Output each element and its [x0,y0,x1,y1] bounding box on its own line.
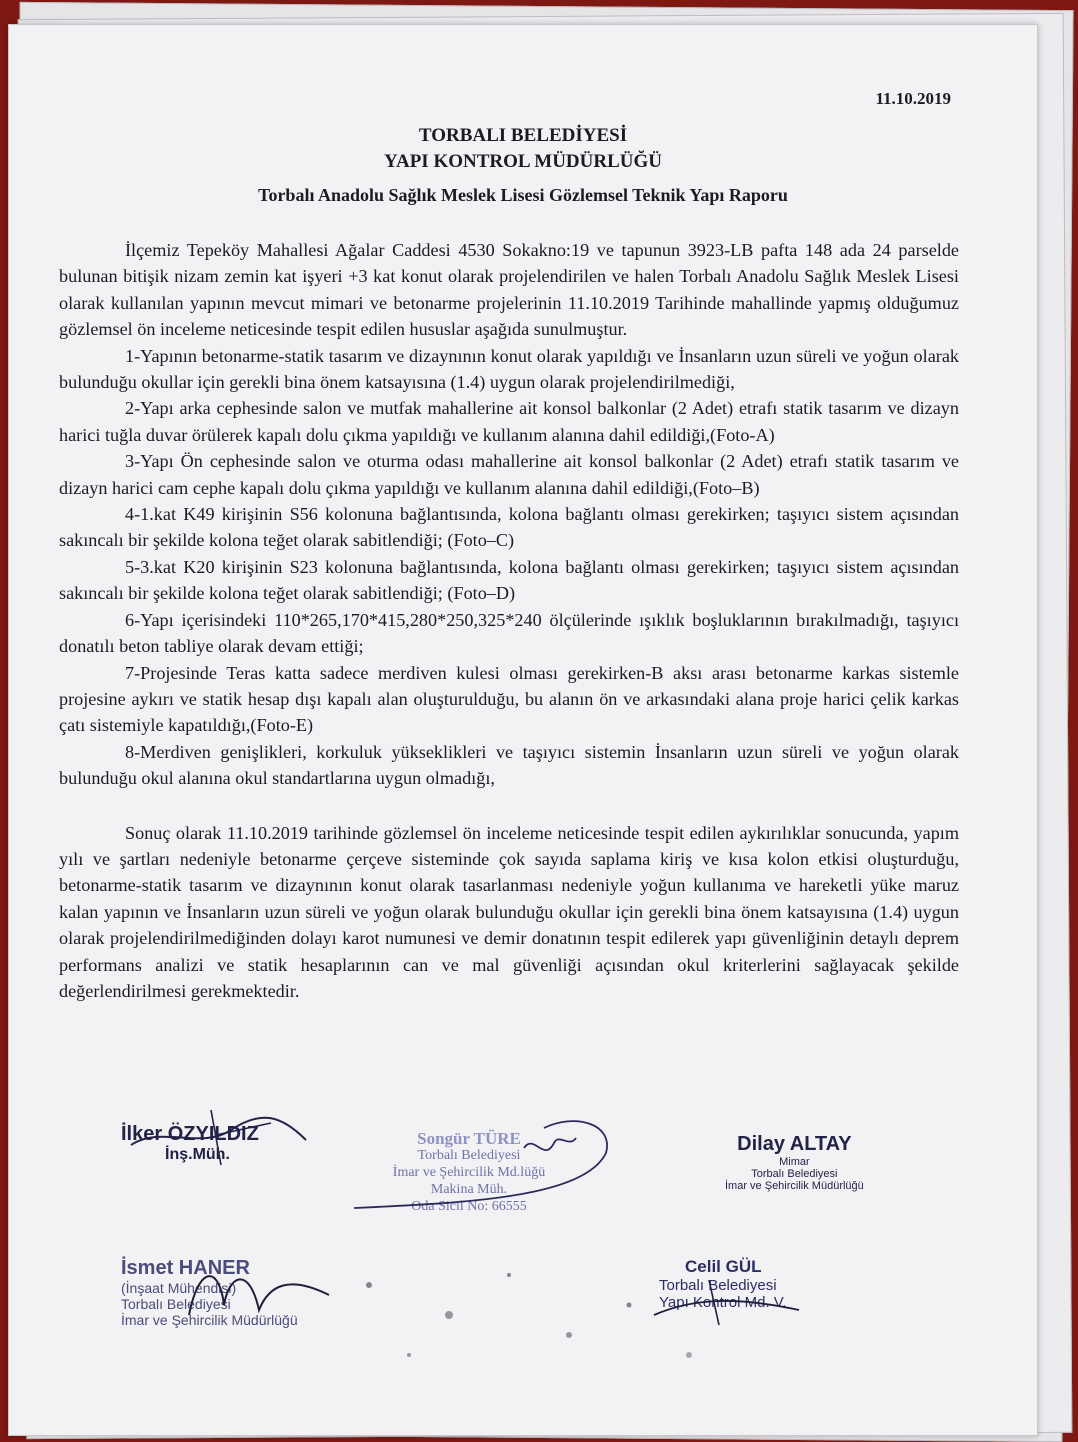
finding-item: 4-1.kat K49 kirişinin S56 kolonuna bağlantısında, kolona bağlantı olması gerekirken; taşıyıcı sistem açısından sakıncalı bir şekilde kolona teğet olarak sabitlendiği; (Foto–C) [59,504,959,551]
finding-item: 5-3.kat K20 kirişinin S23 kolonuna bağlantısında, kolona bağlantı olması gerekirken; taşıyıcı sistem açısından sakıncalı bir şekilde kolona teğet olarak sabitlendiği; (Foto–D) [59,556,959,604]
finding-item: 3-Yapı Ön cephesinde salon ve oturma odası mahallerine ait konsol balkonlar (2 Adet) etrafı statik tasarım ve dizayn harici cam cephe kapalı dolu çıkma yapıldığı ve kullanım alanına dahil edildiği,(Foto–B) [59,451,959,498]
finding-item: 7-Projesinde Teras katta sadece merdiven kulesi olması gerekirken-B aksı arası betonarme karkas sistemle projesine aykırı ve statik hesap dışı kapalı alan oluşturulduğu, bu alanın ön ve arkasındaki alana proje harici çelik karkas çatı sistemiyle kapatıldığı,(Foto-E) [59,662,959,736]
stamp-line: Oda Sicil No: 66555 [411,1199,527,1214]
stamp-line: Torbalı Belediyesi [417,1148,521,1163]
signature-title: (İnşaat Mühendisi) [121,1280,237,1296]
signature-title: Torbalı Belediyesi [659,1277,777,1294]
signature-title: İnş.Müh. [165,1146,230,1163]
signature-title: Yapı Kontrol Md. V. [659,1294,787,1311]
finding-item: 6-Yapı içerisindeki 110*265,170*415,280*250,325*240 ölçülerinde ışıklık boşluklarının bırakılmadığı, taşıyıcı donatılı beton tabliye olarak devam ettiği; [59,609,959,657]
signature-name: İlker ÖZYILDIZ [121,1123,259,1145]
finding-item: 2-Yapı arka cephesinde salon ve mutfak mahallerine ait konsol balkonlar (2 Adet) etrafı statik tasarım ve dizayn harici tuğla duvar örülerek kapalı dolu çıkma yapıldığı ve kullanım alanına dahil edildiği,(Foto-A) [59,398,959,445]
signature-block-altay [725,1133,864,1192]
signature-title: İmar ve Şehircilik Müdürlüğü [725,1180,864,1192]
signature-name: İsmet HANER [121,1257,250,1279]
signature-name: Dilay ALTAY [737,1133,852,1155]
finding-item: 1-Yapının betonarme-statik tasarım ve dizaynının konut olarak yapıldığı ve İnsanların uzun süreli ve yoğun olarak bulunduğu okullar için gerekli bina önem katsayısına (1.4) uygun olarak projelendirilmediği, [59,345,959,393]
signature-title: Mimar [779,1156,810,1168]
signature-name: Celil GÜL [685,1257,762,1276]
signature-title: Torbalı Belediyesi [121,1296,231,1312]
stamp-line: Makina Müh. [430,1182,508,1197]
report-body [59,237,959,1004]
signature-title: Torbalı Belediyesi [751,1168,838,1180]
handwritten-signature-ture [344,1103,624,1213]
conclusion-paragraph: Sonuç olarak 11.10.2019 tarihinde gözlemsel ön inceleme neticesinde tespit edilen aykırılıklar sonucunda, yapım yılı ve şartları nedeniyle betonarme çerçeve sisteminde çok sayıda saplama kiriş ve kısa kolon etkisi oluşturduğu, betonarme-statik tasarım ve dizaynının konut olarak tasarlanması nedeniyle yoğun kullanıma ve hareketli yüke maruz kalan yapının ve İnsanların uzun süreli ve yoğun olarak bulunduğu okullar için gerekli bina önem katsayısına (1.4) uygun olarak projelendirilmediğinden dolayı karot numunesi ve demir donatının tespit edilerek yapı güvenliğinin detaylı deprem performans analizi ve statik hesaplarının can ve mal güvenliği açısından okul kriterlerini sağlayacak şekilde değerlendirilmesi gerekmektedir. [59,822,959,1001]
heading-directorate: YAPI KONTROL MÜDÜRLÜĞÜ [384,151,662,172]
finding-item: 8-Merdiven genişlikleri, korkuluk yükseklikleri ve taşıyıcı sistemin İnsanların uzun süreli ve yoğun olarak bulunduğu okul alanına okul standartlarına uygun olmadığı, [59,741,959,789]
heading-municipality: TORBALI BELEDİYESİ [418,125,628,146]
heading-report-title: Torbalı Anadolu Sağlık Meslek Lisesi Gözlemsel Teknik Yapı Raporu [258,185,788,205]
document-page [8,24,1038,1436]
document-date: 11.10.2019 [875,89,951,108]
stamp-line: İmar ve Şehircilik Md.lüğü [392,1165,546,1180]
ink-smudges [309,1245,729,1385]
signature-title: İmar ve Şehircilik Müdürlüğü [121,1312,298,1328]
handwritten-signature-ozyildiz [121,1105,321,1175]
stamp-name: Songür TÜRE [417,1129,521,1148]
intro-paragraph: İlçemiz Tepeköy Mahallesi Ağalar Caddesi 4530 Sokakno:19 ve tapunun 3923-LB pafta 148 ada 24 parselde bulunan bitişik nizam zemin kat işyeri +3 kat konut olarak projelendirilen ve halen Torbalı Anadolu Sağlık Meslek Lisesi olarak kullanılan yapının mevcut mimari ve betonarme projelerinin 11.10.2019 Tarihinde mahallinde yapmış olduğumuz gözlemsel ön inceleme neticesinde tespit edilen hususlar aşağıda sunulmuştur. [59,240,959,340]
